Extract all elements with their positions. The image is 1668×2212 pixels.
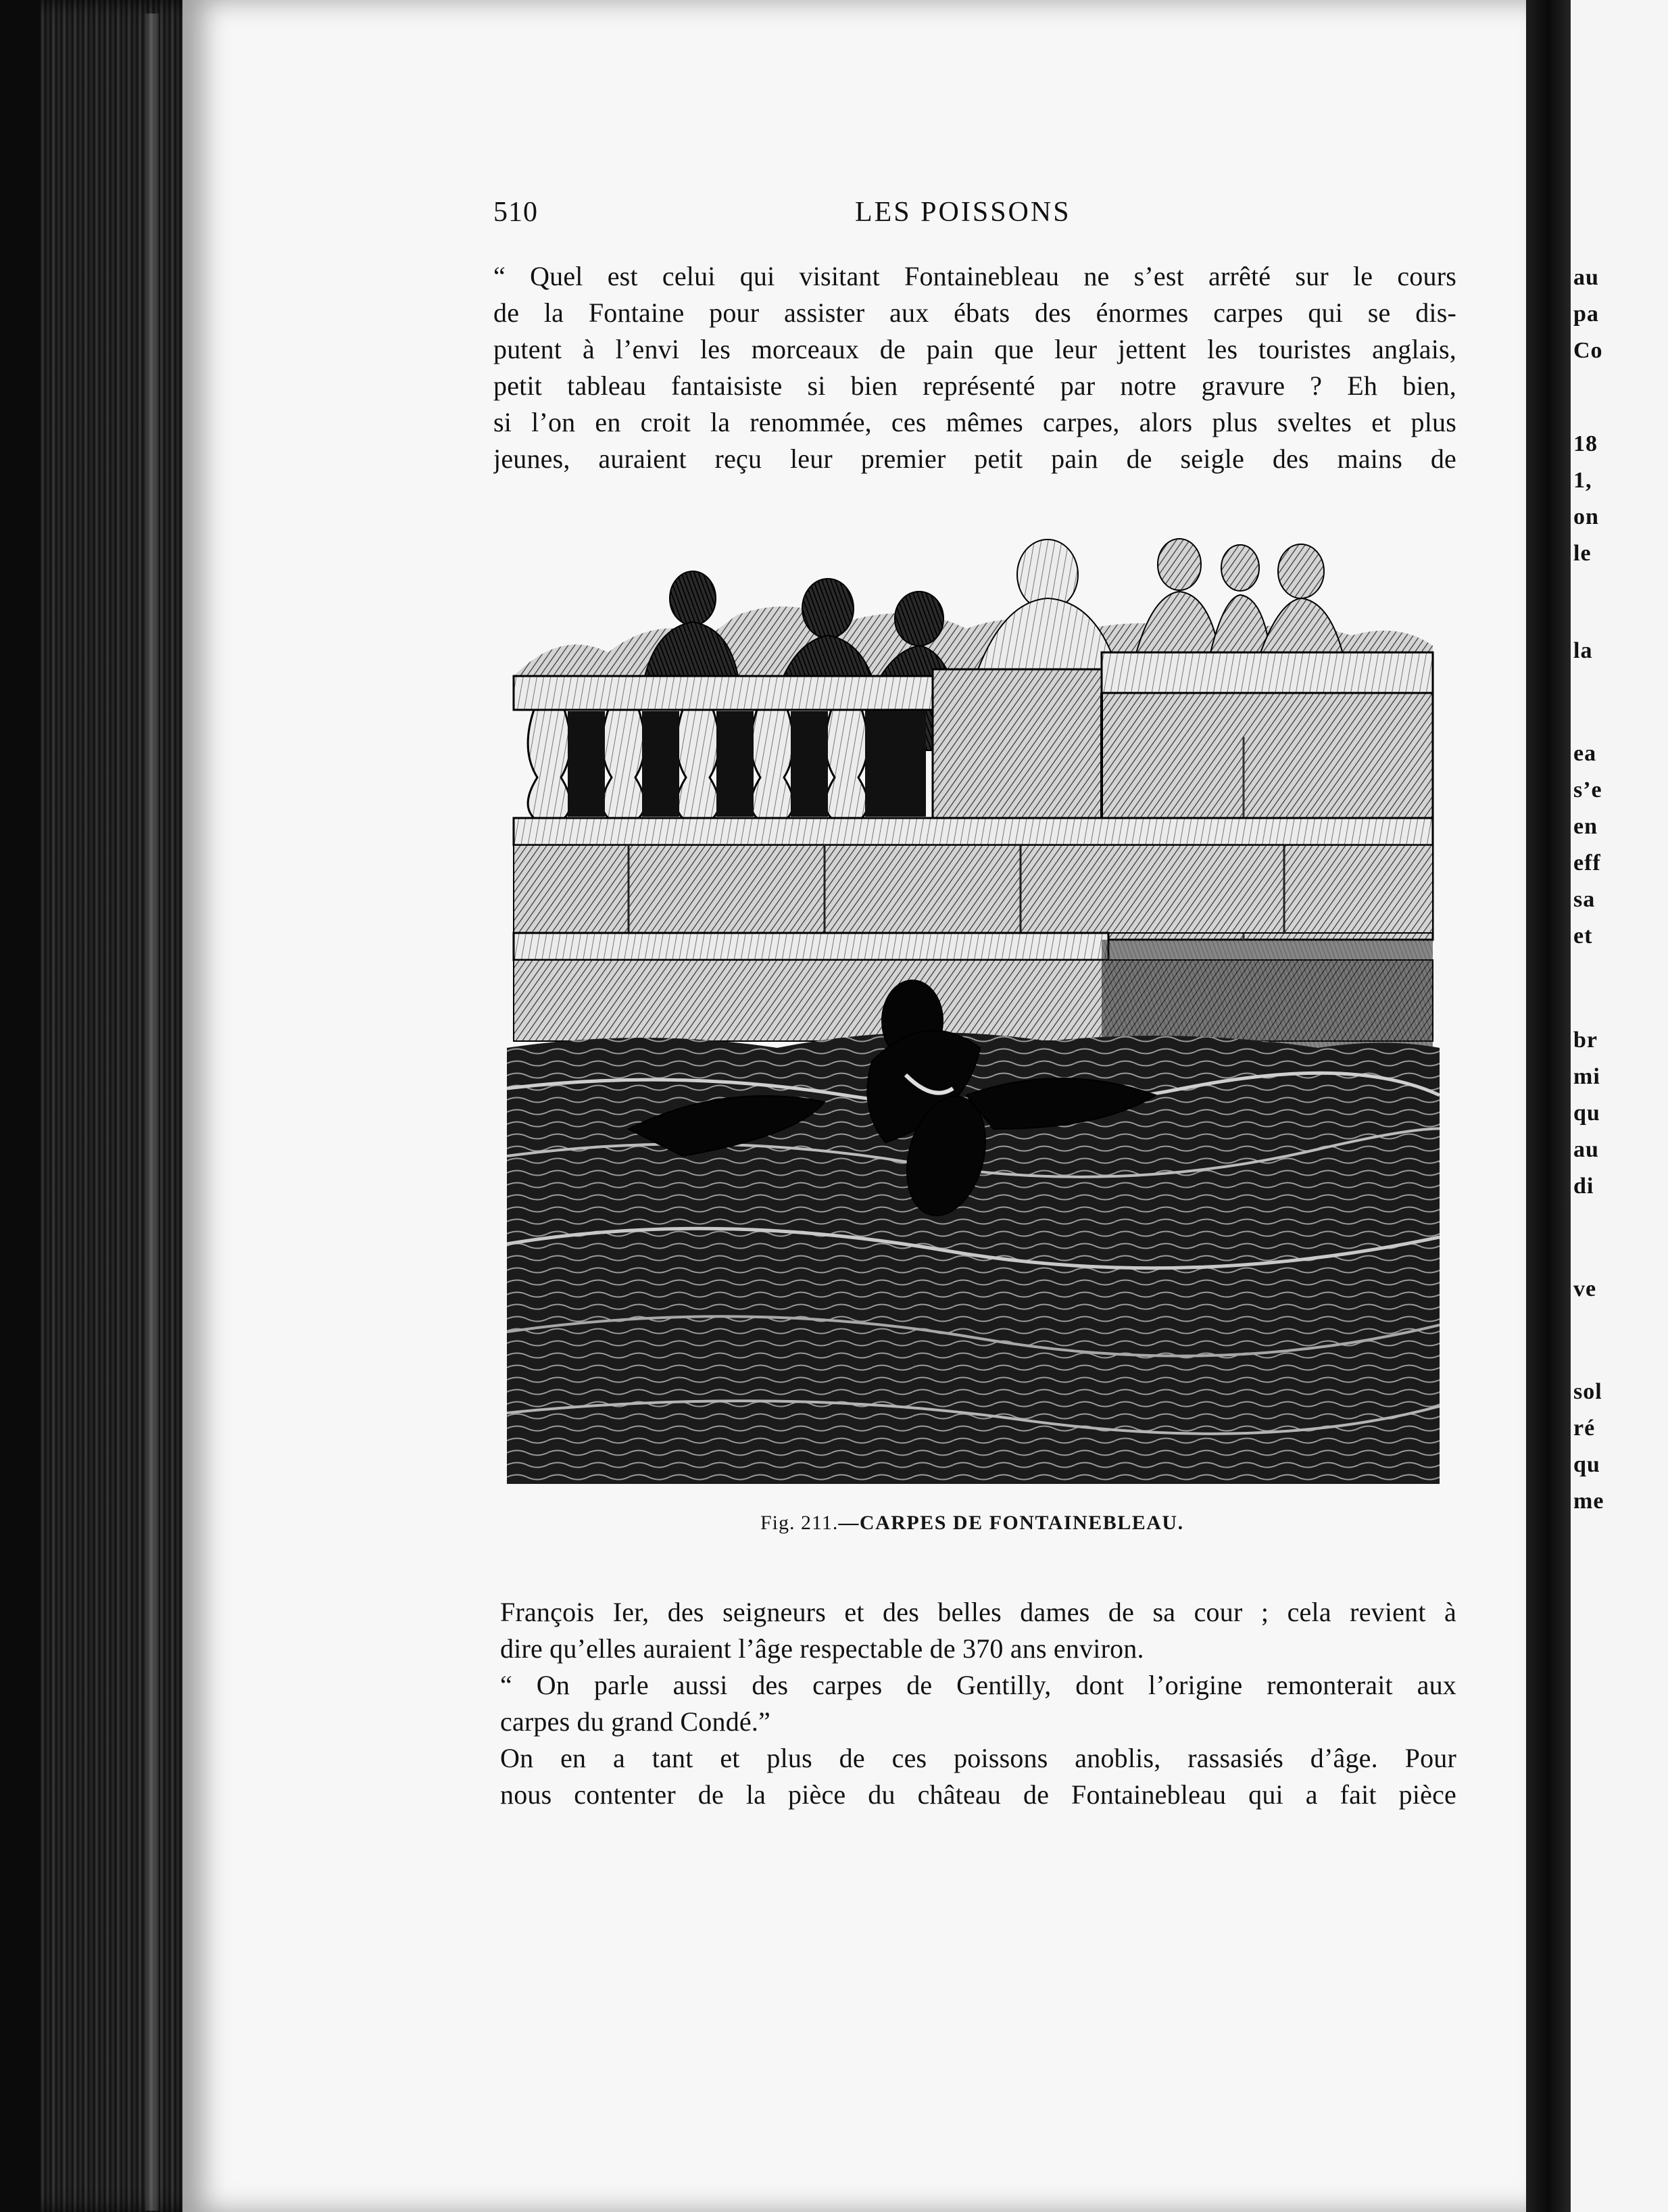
- fragment-text: sa: [1573, 887, 1596, 912]
- paragraph-bottom: [500, 1594, 1456, 1813]
- page-number: 510: [493, 197, 538, 228]
- fragment-text: ve: [1573, 1276, 1597, 1301]
- text-line: dire qu’elles auraient l’âge respectable de 370 ans environ.: [500, 1633, 1144, 1664]
- fragment-text: qu: [1573, 1101, 1600, 1126]
- fragment-text: ea: [1573, 741, 1597, 766]
- fragment-text: br: [1573, 1028, 1598, 1053]
- book-spine-edge: [145, 14, 159, 2211]
- fragment-text: le: [1573, 541, 1592, 566]
- fragment-text: et: [1573, 923, 1593, 948]
- fragment-text: eff: [1573, 850, 1601, 875]
- fragment-text: 1,: [1573, 468, 1592, 493]
- text-line: nous contenter de la pièce du château de Fontainebleau qui a fait pièce: [500, 1779, 1456, 1810]
- fragment-text: qu: [1573, 1452, 1600, 1477]
- fragment-text: me: [1573, 1489, 1604, 1514]
- text-line: “ On parle aussi des carpes de Gentilly, dont l’origine remonterait aux: [500, 1670, 1456, 1700]
- fragment-text: on: [1573, 504, 1599, 529]
- fragment-text: ré: [1573, 1416, 1596, 1441]
- text-line: putent à l’envi les morceaux de pain que leur jettent les touristes anglais,: [493, 334, 1456, 364]
- fragment-text: Co: [1573, 338, 1603, 363]
- carp-engraving-image: [507, 534, 1440, 1484]
- fragment-text: au: [1573, 1137, 1599, 1162]
- text-line: si l’on en croit la renommée, ces mêmes carpes, alors plus sveltes et plus: [493, 407, 1456, 437]
- text-line: carpes du grand Condé.”: [500, 1706, 771, 1737]
- figure-caption: [760, 1512, 1184, 1535]
- fragment-text: la: [1573, 638, 1593, 663]
- fragment-text: 18: [1573, 431, 1598, 456]
- text-line: jeunes, auraient reçu leur premier petit pain de seigle des mains de: [493, 443, 1456, 474]
- facing-page-fragment: [1571, 0, 1668, 2212]
- fragment-text: di: [1573, 1174, 1594, 1199]
- fragment-text: sol: [1573, 1379, 1602, 1404]
- fragment-text: pa: [1573, 302, 1599, 327]
- fragment-text: au: [1573, 265, 1599, 290]
- running-title: LES POISSONS: [855, 197, 1071, 228]
- figure-label: Fig. 211.: [760, 1512, 839, 1534]
- paragraph-top: [493, 258, 1456, 477]
- fragment-text: en: [1573, 814, 1598, 839]
- text-line: de la Fontaine pour assister aux ébats des énormes carpes qui se dis-: [493, 297, 1456, 328]
- text-line: On en a tant et plus de ces poissons anoblis, rassasiés d’âge. Pour: [500, 1743, 1456, 1773]
- figure-title: —CARPES DE FONTAINEBLEAU.: [838, 1512, 1184, 1534]
- page-gutter: [1526, 0, 1571, 2212]
- text-line: François Ier, des seigneurs et des belles dames de sa cour ; cela revient à: [500, 1597, 1456, 1627]
- text-line: “ Quel est celui qui visitant Fontainebleau ne s’est arrêté sur le cours: [493, 261, 1456, 291]
- text-line: petit tableau fantaisiste si bien représenté par notre gravure ? Eh bien,: [493, 370, 1456, 401]
- fragment-text: s’e: [1573, 777, 1602, 802]
- engraving-illustration: [507, 534, 1440, 1484]
- fragment-text: mi: [1573, 1064, 1600, 1089]
